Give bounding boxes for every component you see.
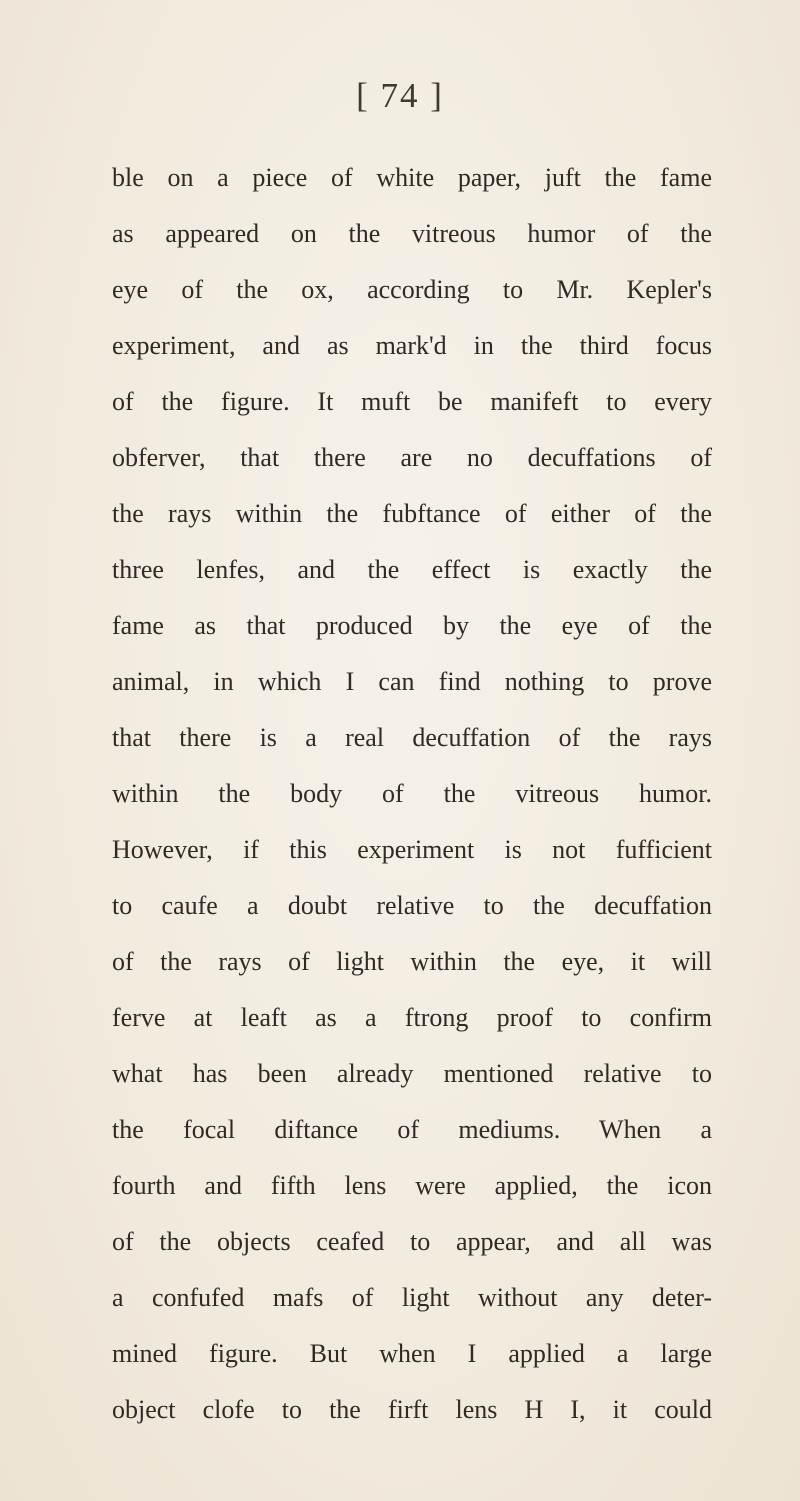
text-line: animal, in which I can find nothing to prove — [112, 667, 712, 696]
text-line: of the rays of light within the eye, it will — [112, 947, 712, 976]
text-line: that there is a real decuffation of the rays — [112, 723, 712, 752]
text-line: within the body of the vitreous humor. — [112, 779, 712, 808]
text-line: experiment, and as mark'd in the third focus — [112, 331, 712, 360]
page-number: [ 74 ] — [356, 76, 444, 115]
text-line: ble on a piece of white paper, juft the fame — [112, 163, 712, 192]
text-line: object clofe to the firft lens H I, it could — [112, 1395, 712, 1424]
text-line: ferve at leaft as a ftrong proof to confirm — [112, 1003, 712, 1032]
text-line: eye of the ox, according to Mr. Kepler's — [112, 275, 712, 304]
body-text — [112, 150, 712, 1438]
text-line: what has been already mentioned relative to — [112, 1059, 712, 1088]
text-line: obferver, that there are no decuffations of — [112, 443, 712, 472]
text-line: as appeared on the vitreous humor of the — [112, 219, 712, 248]
text-line: the focal diftance of mediums. When a — [112, 1115, 712, 1144]
text-line: of the objects ceafed to appear, and all was — [112, 1227, 712, 1256]
text-line: mined figure. But when I applied a large — [112, 1339, 712, 1368]
text-line: fourth and fifth lens were applied, the icon — [112, 1171, 712, 1200]
text-line: a confufed mafs of light without any deter- — [112, 1283, 712, 1312]
text-line: fame as that produced by the eye of the — [112, 611, 712, 640]
text-line: However, if this experiment is not fufficient — [112, 835, 712, 864]
text-line: to caufe a doubt relative to the decuffation — [112, 891, 712, 920]
text-line: three lenfes, and the effect is exactly the — [112, 555, 712, 584]
text-line: the rays within the fubftance of either of the — [112, 499, 712, 528]
text-line: of the figure. It muft be manifeft to every — [112, 387, 712, 416]
